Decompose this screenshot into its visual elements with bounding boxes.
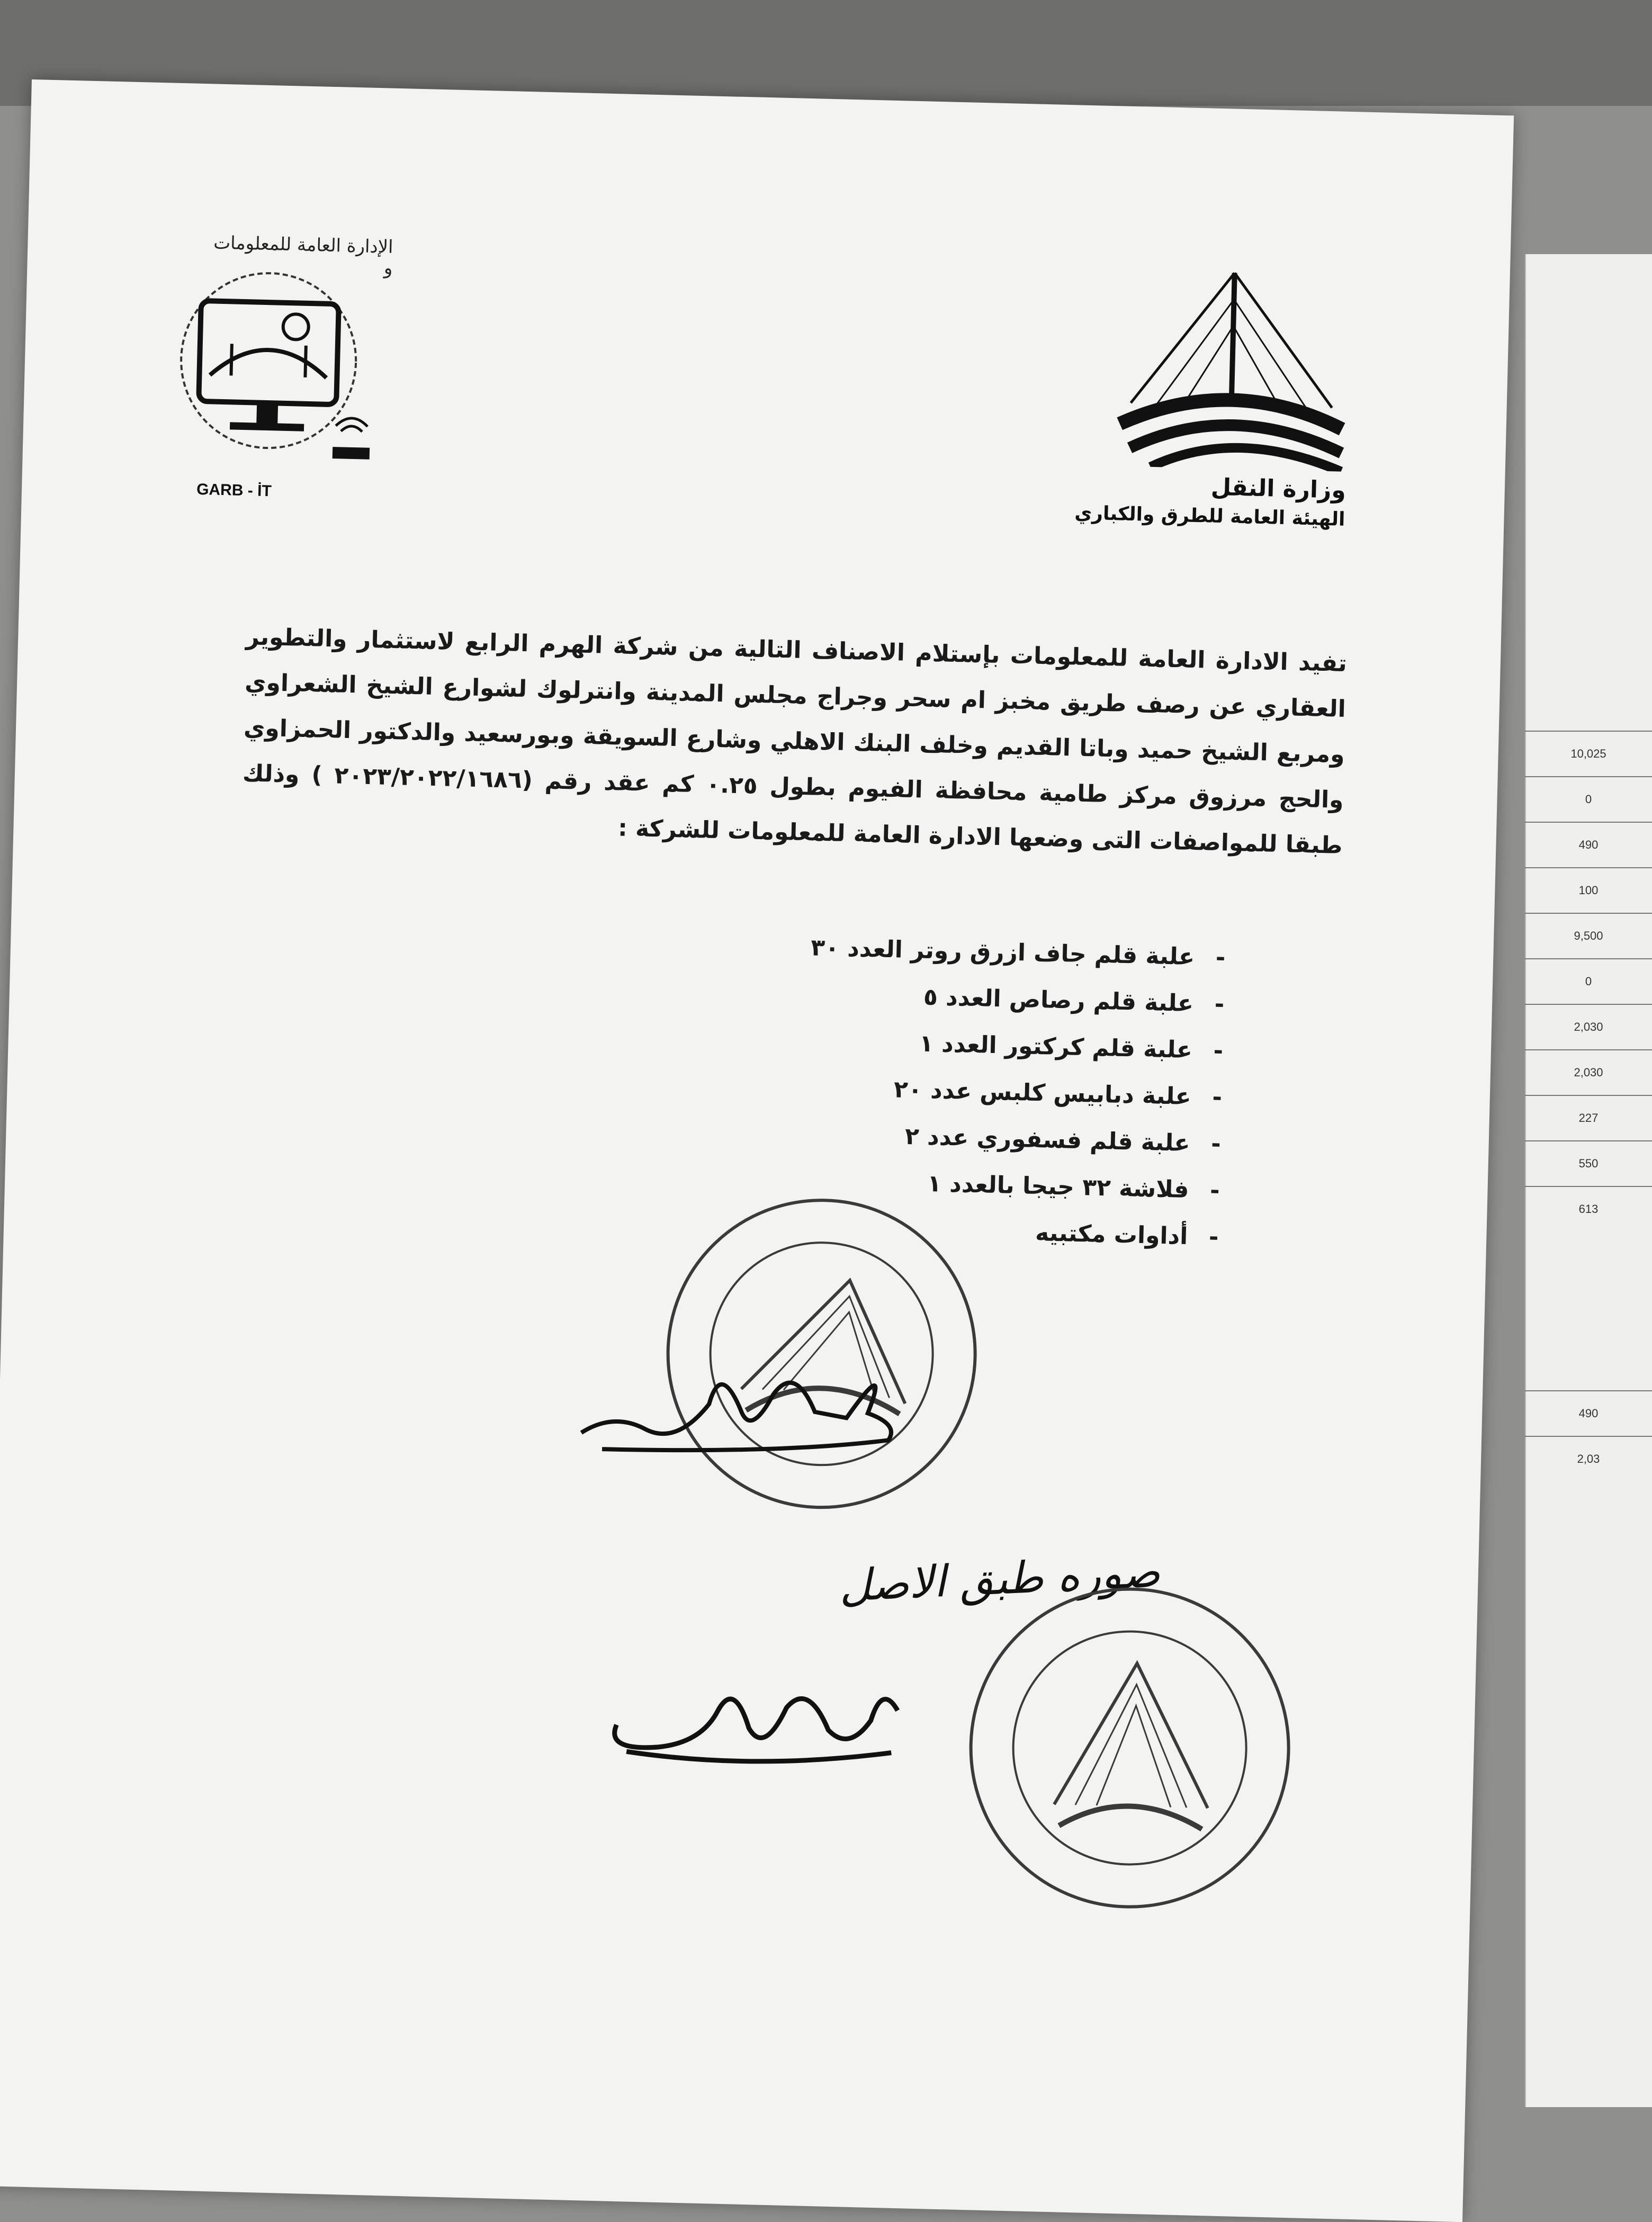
body-paragraph: تفيد الادارة العامة للمعلومات بإستلام الاصناف التالية من شركة الهرم الرابع لاستثمار والتطوير العقاري عن رصف طريق مخبز ام سحر وجراج مجلس المدينة وانترلوك لشوارع الشيخ الشعراوي ومربع الشيخ حميد وباتا القديم وخلف البنك الاهلي وشارع السويقة وبورسعيد والدكتور الحمزاوي والحج مرزوق مركز طامية محافظة الفيوم بطول ٠.٢٥ كم عقد رقم (٢٠٢٣/٢٠٢٢/١٦٨٦ ) وذلك طبقا للمواصفات التى وضعها الادارة العامة للمعلومات للشركة :	[242, 623, 1348, 859]
item-text: فلاشة ٣٢ جيجا بالعدد ١	[927, 1170, 1190, 1204]
side-table-cell: 227	[1525, 1095, 1652, 1140]
authority-name: الهيئة العامة للطرق والكباري	[1074, 502, 1345, 530]
item-text: علبة قلم كركتور العدد ١	[919, 1030, 1193, 1064]
signature	[594, 1645, 915, 1780]
official-stamp	[956, 1575, 1303, 1921]
suspension-bridge-icon	[1108, 265, 1357, 472]
item-text: علبة قلم رصاص العدد ٥	[923, 983, 1194, 1018]
side-table-cell: 2,03	[1525, 1436, 1652, 1481]
handwritten-note: صوره طبق الاصل	[838, 1546, 1161, 1612]
list-bullet: -	[1214, 991, 1225, 1018]
document-page	[0, 79, 1514, 2222]
list-bullet: -	[1210, 1130, 1222, 1158]
logo-tag: GARB - İT	[196, 480, 272, 500]
side-table-cell: 2,030	[1525, 1004, 1652, 1049]
list-bullet: -	[1215, 944, 1226, 971]
list-bullet: -	[1211, 1084, 1223, 1111]
item-text: علبة دبابيس كلبس عدد ٢٠	[893, 1076, 1192, 1111]
logo-org-name: الإدارة العامة للمعلومات و	[213, 232, 393, 279]
roads-authority-logo	[1074, 265, 1357, 567]
list-bullet: -	[1209, 1177, 1220, 1204]
underlying-sheet-table	[1525, 731, 1652, 1481]
side-table-cell: 0	[1525, 958, 1652, 1004]
it-department-logo	[164, 231, 393, 512]
side-table-cell: 490	[1525, 1390, 1652, 1436]
item-text: علبة قلم فسفوري عدد ٢	[904, 1122, 1191, 1157]
side-table-cell: 10,025	[1525, 731, 1652, 776]
side-table-cell: 613	[1525, 1186, 1652, 1231]
side-table-cell: 100	[1525, 867, 1652, 913]
side-table-cell: 0	[1525, 776, 1652, 822]
side-table-cell: 490	[1525, 822, 1652, 867]
list-bullet: -	[1208, 1223, 1219, 1251]
side-table-cell: 2,030	[1525, 1049, 1652, 1095]
list-bullet: -	[1213, 1037, 1224, 1065]
side-table-cell: 550	[1525, 1140, 1652, 1186]
monitor-bridge-icon	[165, 253, 393, 480]
side-table-cell: 9,500	[1525, 913, 1652, 958]
signature	[570, 1327, 912, 1473]
item-text: علبة قلم جاف ازرق روتر العدد ٣٠	[810, 934, 1195, 971]
ministry-name: وزارة النقل	[1210, 473, 1346, 504]
item-text: أداوات مكتبيه	[1035, 1219, 1188, 1250]
